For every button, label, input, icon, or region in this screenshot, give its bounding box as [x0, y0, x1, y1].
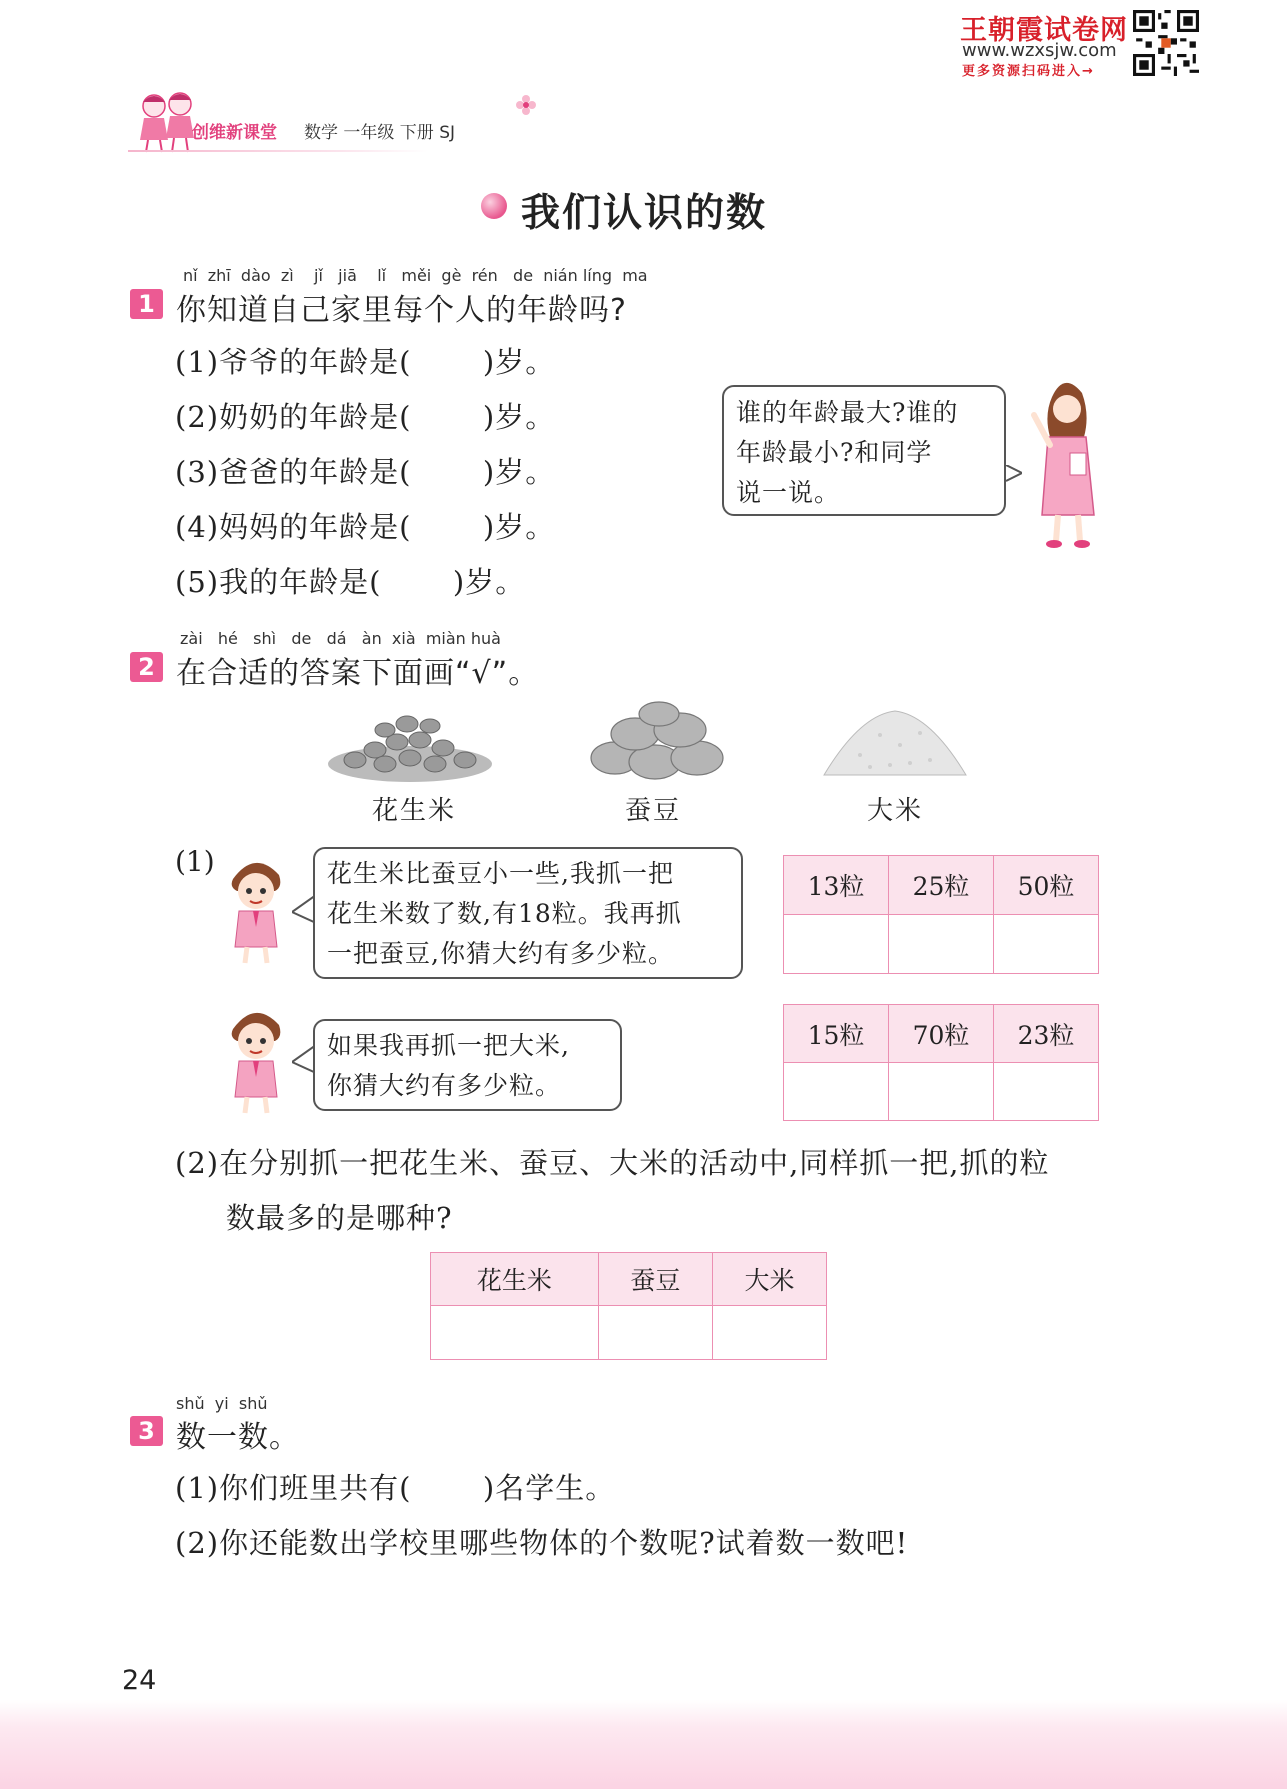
answer-cell[interactable] [431, 1306, 599, 1360]
q2-bubble-2 [313, 1019, 622, 1111]
label-peanuts: 花生米 [372, 796, 457, 826]
teacher-illustration-icon [1030, 375, 1102, 550]
q2-pinyin: zài hé shì de dá àn xià miàn huà [180, 629, 501, 648]
series-name: 创维新课堂 [192, 123, 277, 143]
label-rice: 大米 [867, 796, 924, 826]
answer-cell[interactable] [994, 1063, 1099, 1121]
option-15: 15粒 [784, 1005, 889, 1063]
q2-bubble-1 [313, 847, 743, 979]
option-13: 13粒 [784, 856, 889, 915]
q1-item-1: (1)爷爷的年龄是( )岁。 [175, 345, 556, 379]
q2-number-badge: 2 [130, 652, 163, 682]
flower-icon [515, 94, 537, 116]
q1-item-3: (3)爸爸的年龄是( )岁。 [175, 455, 556, 489]
q1-pinyin: nǐ zhī dào zì jǐ jiā lǐ měi gè rén de nián líng ma [183, 266, 648, 285]
rice-image [820, 705, 970, 785]
q2-part2-line2: 数最多的是哪种? [226, 1201, 453, 1235]
q2-text: 在合适的答案下面画“√”。 [176, 656, 540, 691]
q2-bubble-2-text: 如果我再抓一把大米, 你猜大约有多少粒。 [327, 1031, 570, 1100]
q2-bubble-1-text: 花生米比蚕豆小一些,我抓一把 花生米数了数,有18粒。我再抓 一把蚕豆,你猜大约有多少粒。 [327, 859, 682, 968]
page-number: 24 [122, 1665, 157, 1696]
option-50: 50粒 [994, 856, 1099, 915]
option-70: 70粒 [889, 1005, 994, 1063]
q2-part2-line1: (2)在分别抓一把花生米、蚕豆、大米的活动中,同样抓一把,抓的粒 [175, 1146, 1050, 1180]
page-title: 我们认识的数 [521, 191, 768, 236]
brand-tagline: 更多资源扫码进入→ [962, 64, 1095, 79]
answer-cell[interactable] [784, 1063, 889, 1121]
option-rice: 大米 [712, 1253, 826, 1306]
brand-name: 王朝霞试卷网 [960, 15, 1128, 46]
label-broad-beans: 蚕豆 [625, 796, 682, 826]
q3-text: 数一数。 [176, 1420, 300, 1455]
q1-speech-bubble [722, 385, 1006, 516]
option-23: 23粒 [994, 1005, 1099, 1063]
q1-item-2: (2)奶奶的年龄是( )岁。 [175, 400, 556, 434]
bubble-tail-icon [1006, 465, 1022, 485]
q2-table-2 [783, 1004, 1099, 1121]
q3-item-2: (2)你还能数出学校里哪些物体的个数呢?试着数一数吧! [175, 1526, 909, 1560]
q1-bubble-text: 谁的年龄最大?谁的 年龄最小?和同学 说一说。 [736, 398, 959, 507]
brand-url: www.wzxsjw.com [962, 40, 1117, 61]
q2-part1-label: (1) [175, 845, 215, 878]
option-25: 25粒 [889, 856, 994, 915]
footer-band [0, 1700, 1287, 1789]
book-info: 数学 一年级 下册 SJ [304, 123, 456, 143]
answer-cell[interactable] [598, 1306, 712, 1360]
answer-cell[interactable] [712, 1306, 826, 1360]
boy-illustration-icon [225, 1005, 287, 1117]
broad-beans-image [585, 700, 735, 784]
q3-pinyin: shǔ yi shǔ [176, 1394, 268, 1413]
q3-number-badge: 3 [130, 1416, 163, 1446]
q1-item-5: (5)我的年龄是( )岁。 [175, 565, 526, 599]
q1-item-4: (4)妈妈的年龄是( )岁。 [175, 510, 556, 544]
peanuts-image [325, 702, 495, 784]
header-divider [128, 150, 428, 152]
boy-illustration-icon [225, 855, 287, 967]
option-broad-beans: 蚕豆 [598, 1253, 712, 1306]
title-bullet-icon [481, 193, 507, 219]
q3-item-1: (1)你们班里共有( )名学生。 [175, 1471, 616, 1505]
answer-cell[interactable] [994, 915, 1099, 974]
answer-cell[interactable] [784, 915, 889, 974]
q1-number-badge: 1 [130, 289, 163, 319]
qr-code-icon [1133, 10, 1199, 76]
q2-table-1 [783, 855, 1099, 974]
option-peanuts: 花生米 [431, 1253, 599, 1306]
q2-table-3 [430, 1252, 827, 1360]
answer-cell[interactable] [889, 1063, 994, 1121]
q1-text: 你知道自己家里每个人的年龄吗? [176, 293, 627, 328]
answer-cell[interactable] [889, 915, 994, 974]
